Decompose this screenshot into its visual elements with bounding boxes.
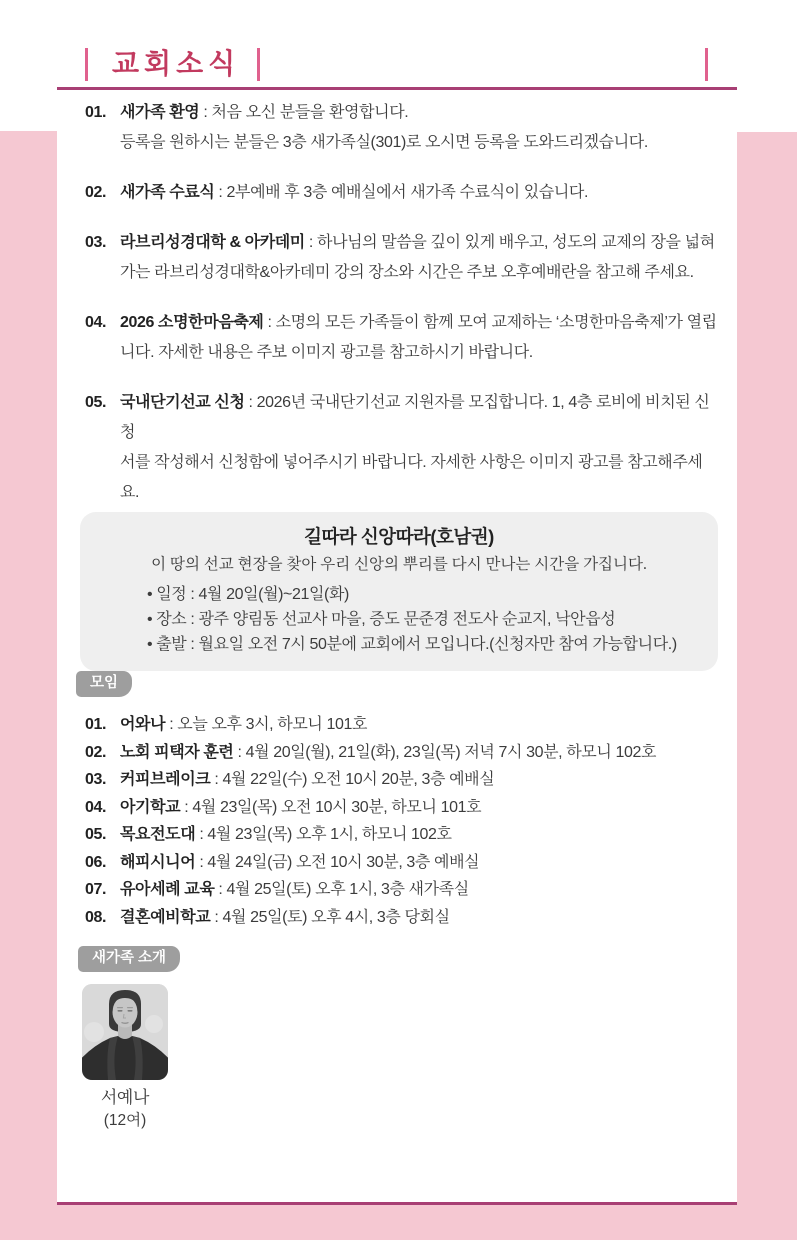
item-number: 01. [85,104,107,121]
announcement-item-01 [85,98,721,158]
meeting-detail: : 오늘 오후 3시, 하모니 101호 [165,716,368,733]
meeting-item-08 [85,904,721,932]
meeting-item-04 [85,794,721,822]
bottom-rule [57,1202,737,1205]
item-text: : 2026년 국내단기선교 지원자를 모집합니다. 1, 4층 로비에 비치된 신청 [120,394,710,441]
item-number: 02. [85,184,107,201]
meeting-item-01 [85,711,721,739]
meeting-name: 목요전도대 [120,826,196,843]
frame-band-left [0,131,57,1240]
announcement-item-04 [85,308,721,368]
item-text: : 2부예배 후 3층 예배실에서 새가족 수료식이 있습니다. [214,184,589,201]
item-text: : 소명의 모든 가족들이 함께 모여 교제하는 ‘소명한마음축제’가 열립 [263,314,717,331]
item-number: 01. [85,716,107,733]
announcement-item-02 [85,178,721,208]
meeting-item-05 [85,821,721,849]
member-name: 서예나 [100,1088,150,1107]
member-detail: (12여) [103,1112,147,1129]
item-title: 2026 소명한마음축제 [120,314,264,331]
item-title: 새가족 수료식 [120,184,215,201]
item-number: 03. [85,771,107,788]
info-box-bullet: • 출발 : 월요일 오전 7시 50분에 교회에서 모입니다.(신청자만 참여 가능합니다.) [147,636,677,653]
portrait-photo-icon [82,984,168,1080]
meeting-name: 해피시니어 [120,853,196,871]
meeting-name: 아기학교 [120,798,181,816]
item-text-line2: 등록을 원하시는 분들은 3층 새가족실(301)로 오시면 등록을 도와드리겠습니다. [120,134,648,151]
item-title: 라브리성경대학 & 아카데미 [120,234,305,251]
item-text-line2: 서를 작성해서 신청함에 넣어주시기 바랍니다. 자세한 사항은 이미지 광고를 참고해주세요. [120,454,703,501]
meeting-list [85,711,721,931]
meeting-item-06 [85,849,721,877]
item-number: 05. [85,394,107,411]
meeting-name: 커피브레이크 [120,771,211,788]
announcement-item-03 [85,228,721,288]
meeting-name: 노회 피택자 훈련 [120,743,234,761]
meeting-detail: : 4월 24일(금) 오전 10시 30분, 3층 예배실 [195,853,480,871]
item-title: 새가족 환영 [120,104,200,121]
item-text-line2: 니다. 자세한 내용은 주보 이미지 광고를 참고하시기 바랍니다. [120,344,533,361]
meeting-name: 결혼예비학교 [120,908,211,926]
meeting-detail: : 4월 22일(수) 오전 10시 20분, 3층 예배실 [210,771,495,788]
meeting-name: 어와나 [120,716,166,733]
mission-trip-info-box [80,512,718,671]
info-box-bullet: • 일정 : 4월 20일(월)~21일(화) [147,586,349,603]
item-number: 04. [85,798,107,816]
item-number: 08. [85,908,107,926]
info-box-bullets [147,582,696,657]
info-box-bullet: • 장소 : 광주 양림동 선교사 마을, 증도 문준경 전도사 순교지, 낙안읍성 [147,611,616,628]
item-number: 05. [85,826,107,843]
header-rule [57,87,737,90]
meeting-item-07 [85,876,721,904]
meeting-detail: : 4월 23일(목) 오전 10시 30분, 하모니 101호 [180,798,482,816]
meeting-item-02 [85,739,721,767]
meetings-section-badge: 모임 [76,671,132,697]
item-text-line2: 가는 라브리성경대학&아카데미 강의 장소와 시간은 주보 오후예배란을 참고해 주세요. [120,264,694,281]
meeting-item-03 [85,766,721,794]
page-title: 교회소식 [112,49,241,80]
frame-band-right [737,132,797,1240]
header-bar-right [705,48,708,81]
item-number: 07. [85,881,107,898]
item-text: : 처음 오신 분들을 환영합니다. [199,104,409,121]
newcomer-section-badge: 새가족 소개 [78,946,180,972]
item-number: 04. [85,314,107,331]
item-text: : 하나님의 말씀을 깊이 있게 배우고, 성도의 교제의 장을 넓혀 [304,234,715,251]
meeting-detail: : 4월 25일(토) 오후 1시, 3층 새가족실 [214,881,469,898]
item-number: 02. [85,743,107,761]
member-photo [82,984,168,1080]
item-number: 06. [85,853,107,871]
frame-band-bottom [0,1205,797,1240]
info-box-subtitle: 이 땅의 선교 현장을 찾아 우리 신앙의 뿌리를 다시 만나는 시간을 가집니다. [151,556,647,573]
meeting-detail: : 4월 20일(월), 21일(화), 23일(목) 저녁 7시 30분, 하모니 102호 [233,743,657,761]
meeting-detail: : 4월 25일(토) 오후 4시, 3층 당회실 [210,908,450,926]
meeting-detail: : 4월 23일(목) 오후 1시, 하모니 102호 [195,826,452,843]
info-box-title: 길따라 신앙따라(호남권) [304,526,494,547]
item-title: 국내단기선교 신청 [120,394,245,411]
header-bar-middle [257,48,260,81]
meeting-name: 유아세례 교육 [120,881,215,898]
item-number: 03. [85,234,107,251]
header-bar-left [85,48,88,81]
